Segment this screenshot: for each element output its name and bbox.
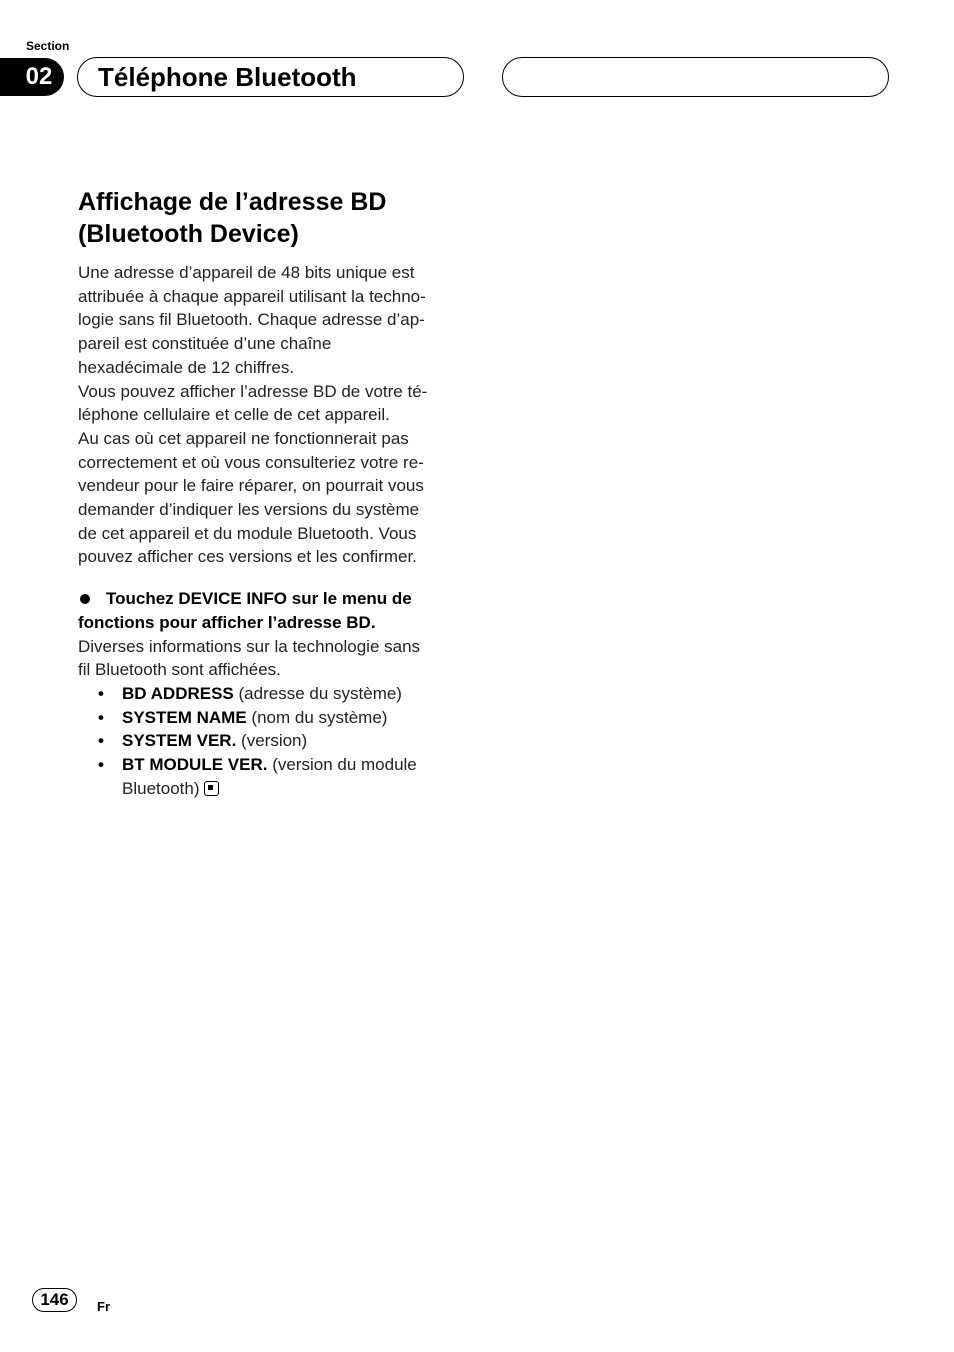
text-line: Une adresse d’appareil de 48 bits unique est bbox=[78, 263, 415, 282]
info-list bbox=[78, 682, 470, 801]
list-item-desc: (version) bbox=[241, 731, 308, 751]
list-item bbox=[98, 753, 470, 800]
instruction-line-1: Touchez DEVICE INFO sur le menu de bbox=[106, 589, 412, 609]
header-right-box bbox=[502, 57, 889, 97]
list-item-desc: (nom du système) bbox=[251, 707, 388, 727]
text-line: hexadécimale de 12 chiffres. bbox=[78, 357, 295, 377]
heading-line-2: (Bluetooth Device) bbox=[78, 220, 299, 248]
list-item-desc: (adresse du système) bbox=[238, 683, 402, 703]
list-item-term: SYSTEM VER. bbox=[122, 731, 237, 751]
page-heading bbox=[78, 186, 470, 250]
bullet-icon: • bbox=[98, 707, 104, 727]
text-line: logie sans fil Bluetooth. Chaque adresse d’ap- bbox=[78, 310, 425, 330]
list-item bbox=[98, 729, 470, 753]
page-number: 146 bbox=[32, 1288, 77, 1312]
section-label: Section bbox=[26, 39, 70, 53]
list-item-term: SYSTEM NAME bbox=[122, 707, 247, 727]
text-line: léphone cellulaire et celle de cet appareil. bbox=[78, 405, 390, 425]
text-line: correctement et où vous consulteriez votre re- bbox=[78, 452, 424, 472]
main-content bbox=[78, 186, 470, 800]
section-number-badge: 02 bbox=[0, 58, 64, 96]
text-line: demander d’indiquer les versions du système bbox=[78, 500, 420, 520]
text-line: attribuée à chaque appareil utilisant la techno- bbox=[78, 286, 426, 306]
bullet-dot-icon bbox=[80, 594, 90, 604]
text-line: Vous pouvez afficher l’adresse BD de votre té- bbox=[78, 381, 428, 401]
list-item-desc: (version du module bbox=[272, 755, 417, 775]
instruction-line-2: fonctions pour afficher l’adresse BD. bbox=[78, 612, 376, 632]
language-code: Fr bbox=[97, 1299, 110, 1314]
list-item bbox=[98, 682, 470, 706]
list-item-term: BT MODULE VER. bbox=[122, 755, 268, 775]
text-line: Au cas où cet appareil ne fonctionnerait pas bbox=[78, 428, 409, 448]
section-title-box bbox=[77, 57, 464, 97]
list-item-desc-cont: Bluetooth) bbox=[122, 778, 200, 798]
display-paragraph bbox=[78, 380, 470, 427]
text-line: fil Bluetooth sont affichées. bbox=[78, 660, 281, 680]
versions-paragraph bbox=[78, 427, 470, 569]
text-line: vendeur pour le faire réparer, on pourrait vous bbox=[78, 476, 424, 496]
text-line: Diverses informations sur la technologie sans bbox=[78, 636, 421, 656]
text-line: pareil est constituée d’une chaîne bbox=[78, 334, 332, 354]
bullet-icon: • bbox=[98, 755, 104, 775]
instruction-step bbox=[78, 587, 470, 634]
instruction-description bbox=[78, 635, 470, 682]
bullet-icon: • bbox=[98, 683, 104, 703]
bullet-icon: • bbox=[98, 731, 104, 751]
list-item bbox=[98, 706, 470, 730]
list-item-term: BD ADDRESS bbox=[122, 683, 234, 703]
text-line: pouvez afficher ces versions et les confirmer. bbox=[78, 547, 417, 567]
text-line: de cet appareil et du module Bluetooth. Vous bbox=[78, 523, 417, 543]
end-of-section-icon bbox=[204, 781, 219, 796]
intro-paragraph bbox=[78, 261, 470, 380]
heading-line-1: Affichage de l’adresse BD bbox=[78, 188, 387, 216]
section-title: Téléphone Bluetooth bbox=[98, 61, 357, 92]
